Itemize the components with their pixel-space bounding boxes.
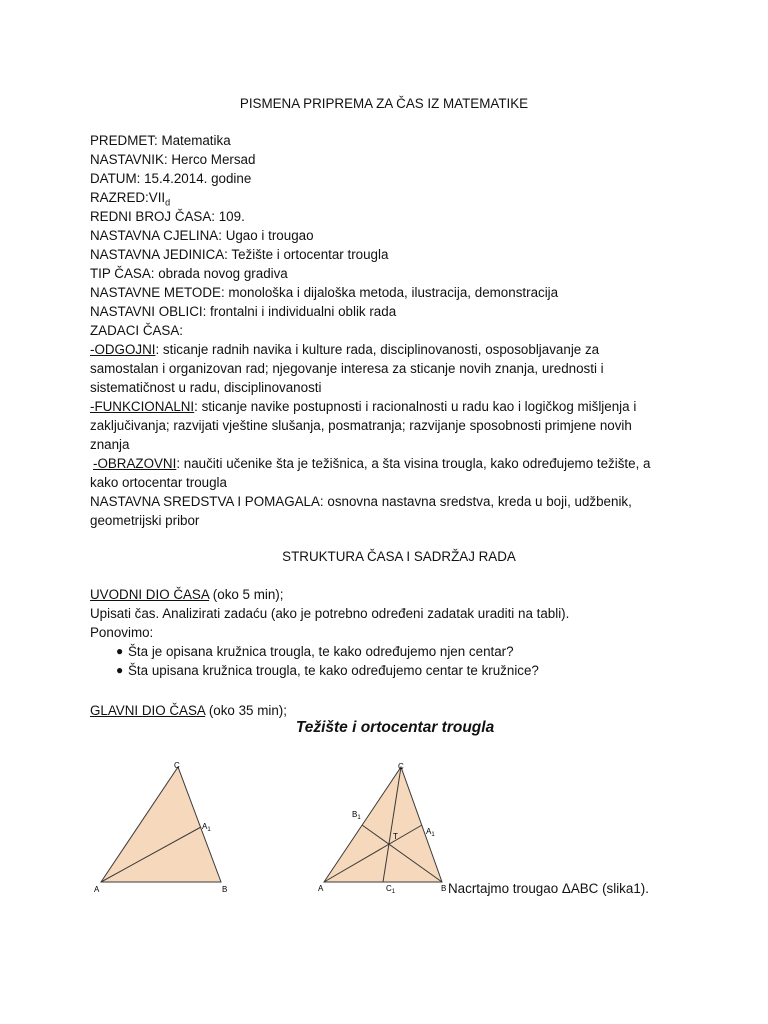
lesson-info [90,131,680,530]
info-date: DATUM: 15.4.2014. godine [90,171,252,186]
triangle-centroid-figure [312,757,452,897]
document-title: PISMENA PRIPREMA ZA ČAS IZ MATEMATIKE [239,96,529,111]
main-heading: GLAVNI DIO ČASA (oko 35 min); [90,703,287,718]
intro-section [90,585,680,642]
label-b: B [441,884,447,893]
label-a: A [318,884,324,893]
label-c1: $C_1$ [386,884,396,895]
info-subject: PREDMET: Matematika [90,133,231,148]
label-a: A [94,885,100,894]
intro-heading: UVODNI DIO ČASA (oko 5 min); [90,587,284,602]
task-obrazovni: -OBRAZOVNI: naučiti učenike šta je težišnica, a šta visina trougla, kako određujemo težište, a [93,456,651,471]
intro-line: Upisati čas. Analizirati zadaću (ako je potrebno određeni zadatak uraditi na tabli). [90,606,570,621]
task-funkcionalni: -FUNKCIONALNI: sticanje navike postupnosti i racionalnosti u radu kao i logičkog mišljenja i [90,399,637,414]
label-c: C [174,761,180,770]
bullet-icon: ● [116,663,124,677]
list-item: ● Šta upisana kružnica trougla, te kako određujemo centar te kružnice? [116,663,539,678]
label-a1: $A_1$ [426,827,435,838]
label-b: B [222,885,228,894]
review-label: Ponovimo: [90,625,154,640]
figure-caption: Nacrtajmo trougao ΔABC (slika1). [448,881,649,896]
info-unit: NASTAVNA CJELINA: Ugao i trougao [90,228,314,243]
task-funkcionalni-line3: znanja [90,437,130,452]
label-a1: $A_1$ [202,822,211,833]
task-odgojni-line2: samostalan i organizovan rad; njegovanje interesa za sticanje novih znanja, urednosti i [90,361,604,376]
main-section [90,701,680,720]
info-topic: NASTAVNA JEDINICA: Težište i ortocentar trougla [90,247,389,262]
info-teacher: NASTAVNIK: Herco Mersad [90,152,256,167]
info-methods: NASTAVNE METODE: monološka i dijaloška metoda, ilustracija, demonstracija [90,285,559,300]
review-questions [90,642,690,680]
triangle-median-figure [88,755,248,895]
list-item: ● Šta je opisana kružnica trougla, te kako određujemo njen centar? [116,644,514,659]
label-b1: $B_1$ [352,810,361,821]
bullet-icon: ● [116,644,124,658]
task-odgojni-line3: sistematičnost u radu, disciplinovanosti [90,380,322,395]
info-lesson-type: TIP ČASA: obrada novog gradiva [90,266,288,281]
task-funkcionalni-line2: zaključivanja; razvijati vještine slušanja, posmatranja; razvijanje sposobnosti primjene novih [90,418,632,433]
teaching-aids: NASTAVNA SREDSTVA I POMAGALA: osnovna nastavna sredstva, kreda u boji, udžbenik, [90,494,632,509]
label-t: T [393,832,398,841]
section-heading: Težište i ortocentar trougla [295,719,495,736]
triangle-abc [324,767,442,882]
info-lesson-number: REDNI BROJ ČASA: 109. [90,209,245,224]
info-forms: NASTAVNI OBLICI: frontalni i individualni oblik rada [90,304,397,319]
info-grade: $RAZRED:VII_d$ [90,190,171,208]
label-c: C [398,762,404,771]
structure-title: STRUKTURA ČASA I SADRŽAJ RADA [282,549,516,564]
task-obrazovni-line2: kako ortocentar trougla [90,475,227,490]
teaching-aids-line2: geometrijski pribor [90,513,200,528]
info-tasks-heading: ZADACI ČASA: [90,323,184,338]
task-odgojni: -ODGOJNI: sticanje radnih navika i kulture rada, disciplinovanosti, osposobljavanje za [90,342,600,357]
